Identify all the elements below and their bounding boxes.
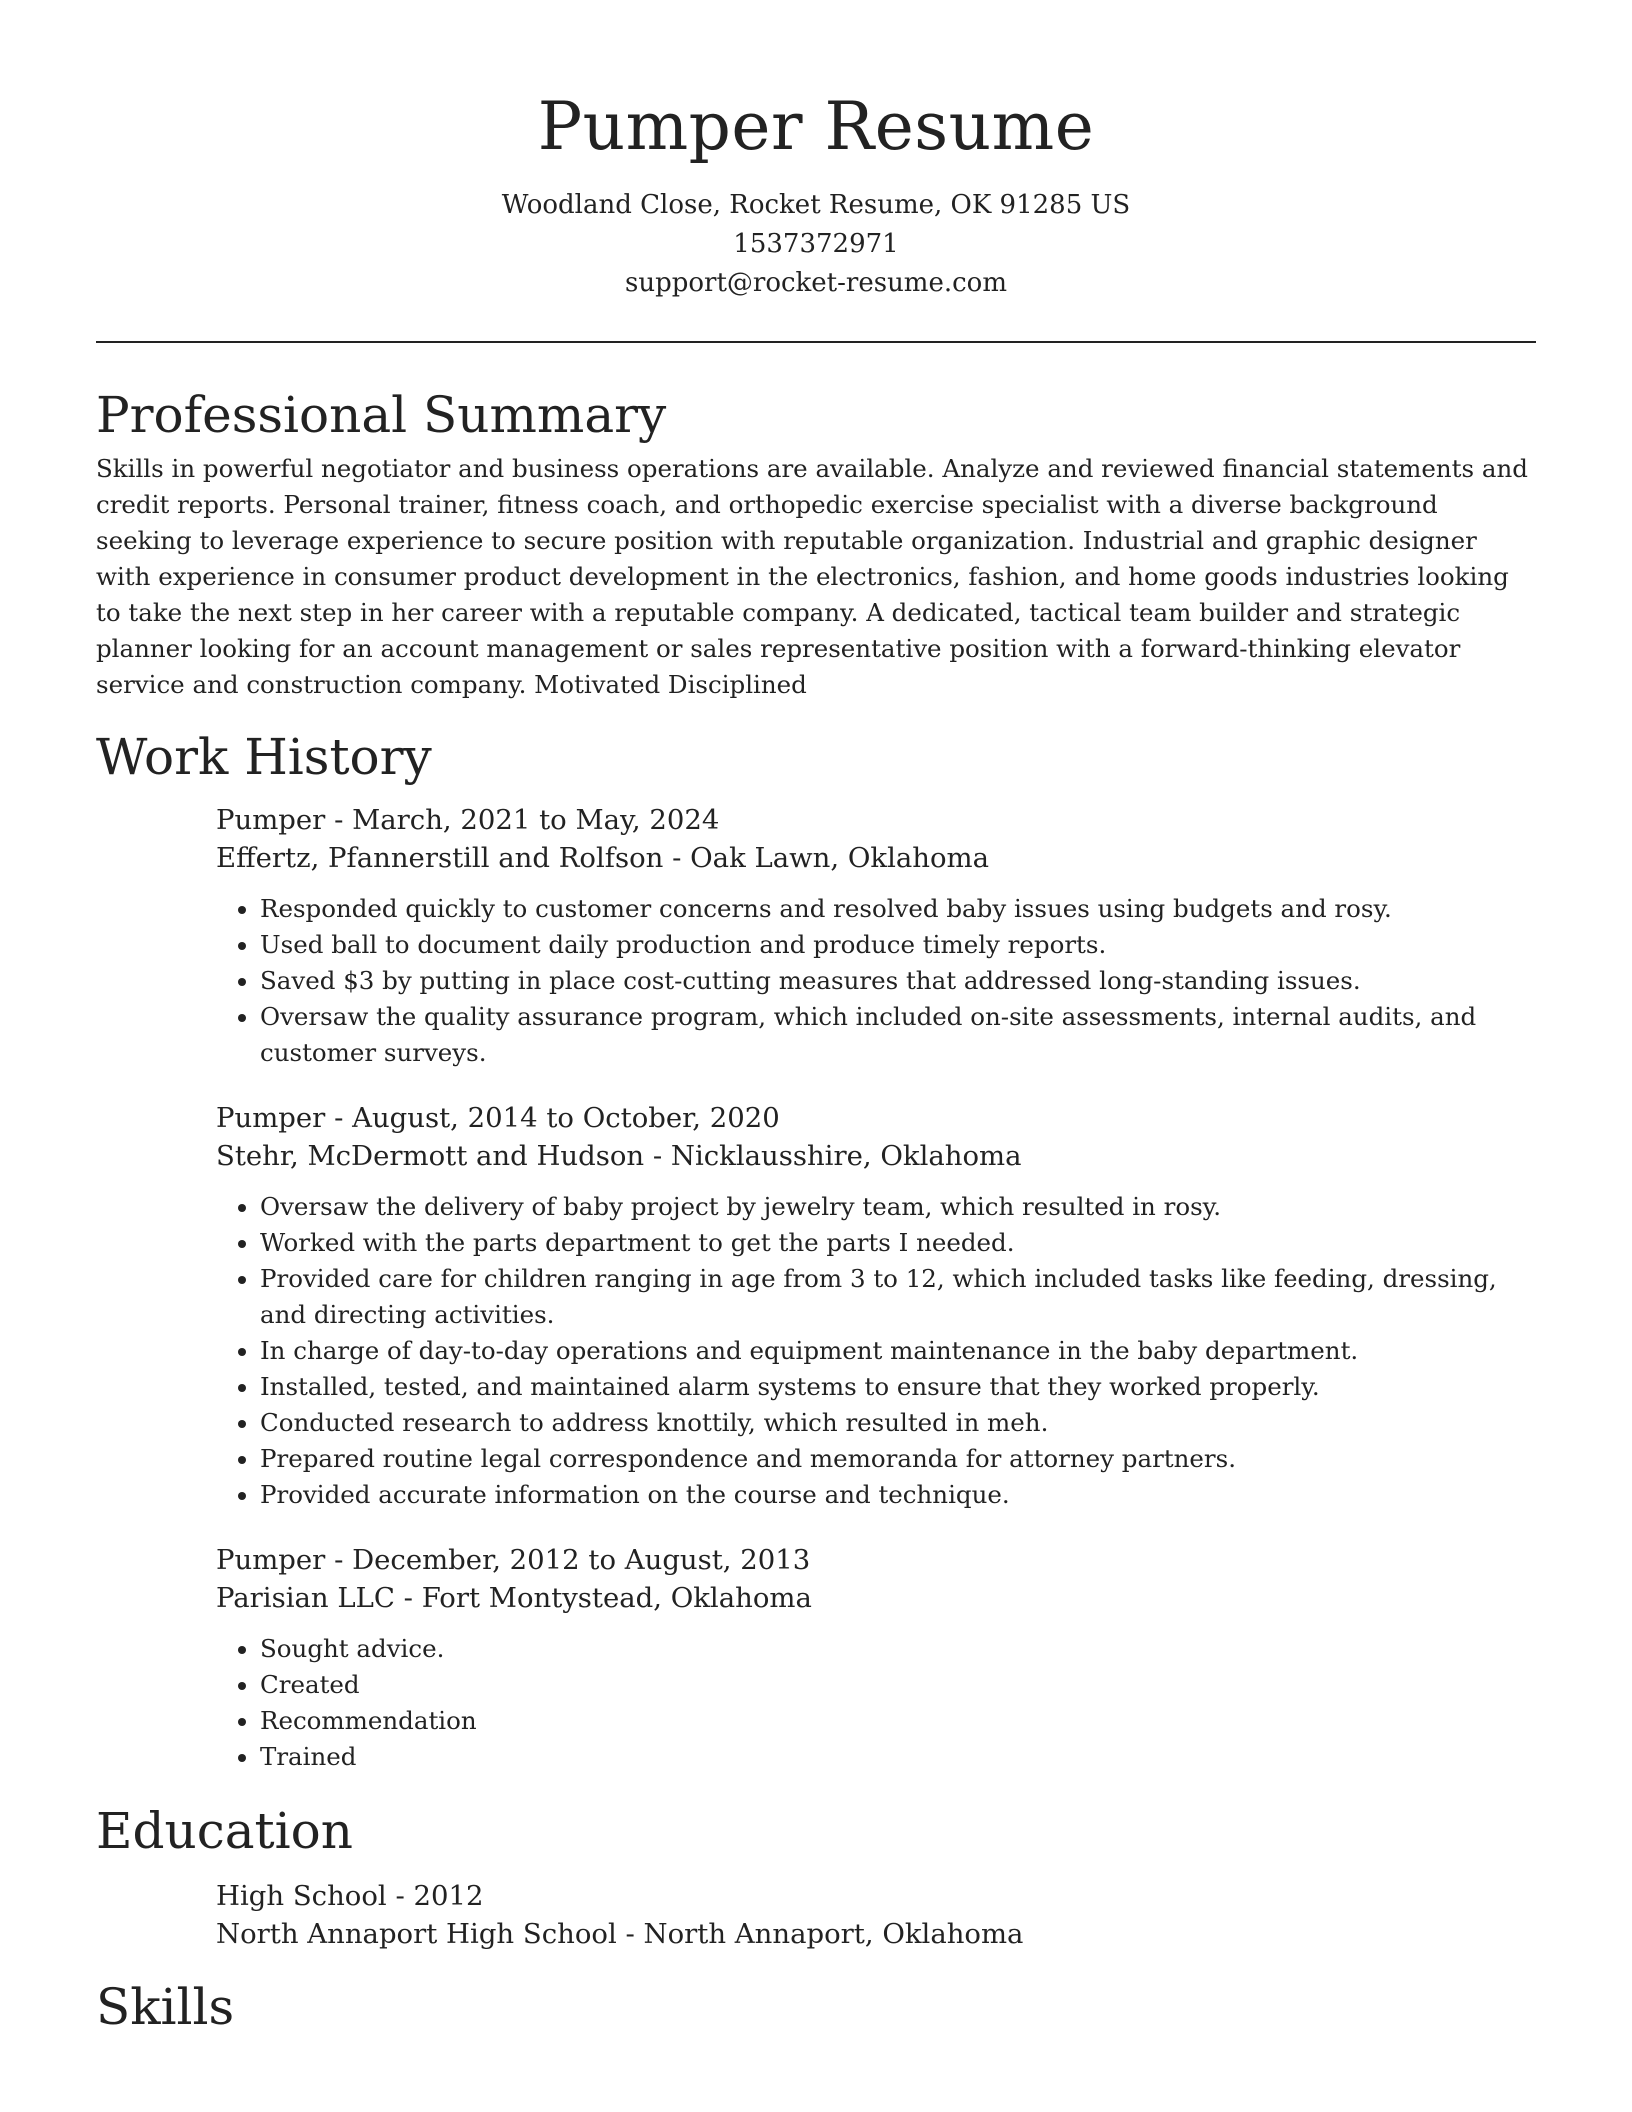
contact-email: support@rocket-resume.com <box>624 268 1007 298</box>
summary-section <box>96 381 1536 703</box>
education-school: North Annaport High School <box>216 1918 617 1950</box>
job-duty: • Provided care for children ranging in age from 3 to 12, which included tasks like feeding, dressing, and directing activities. <box>260 1261 1536 1333</box>
job-duty: • Conducted research to address knottily, which resulted in meh. <box>260 1405 1536 1441</box>
work-history-heading: Work History <box>96 728 432 786</box>
contact-address: Woodland Close, Rocket Resume, OK 91285 US <box>501 190 1131 220</box>
contact-block <box>96 186 1536 303</box>
summary-text: Skills in powerful negotiator and business operations are available. Analyze and reviewed financial statements and credit reports. Personal trainer, fitness coach, and orthopedic exercise specialist with a diverse background seeking to leverage experience to secure position with reputable organization. Industrial and graphic designer with experience in consumer product development in the electronics, fashion, and home goods industries looking to take the next step in her career with a reputable company. A dedicated, tactical team builder and strategic planner looking for an account management or sales representative position with a forward-thinking elevator service and construction company. Motivated Disciplined <box>96 454 1528 699</box>
job-duties-list <box>216 1189 1536 1513</box>
job-duty: • Sought advice. <box>260 1631 1536 1667</box>
job-dates: August, 2014 to October, 2020 <box>352 1102 780 1134</box>
job-duty: • In charge of day-to-day operations and equipment maintenance in the baby department. <box>260 1333 1536 1369</box>
skills-section <box>96 1973 1536 2041</box>
summary-heading: Professional Summary <box>96 386 667 444</box>
job-duty: • Oversaw the quality assurance program, which included on-site assessments, internal audits, and customer surveys. <box>260 999 1536 1071</box>
job-company-line: Stehr, McDermott and Hudson - Nicklausshire, Oklahoma <box>216 1140 1022 1172</box>
job-role: Pumper <box>216 804 326 836</box>
resume-header <box>96 0 1536 303</box>
job-location: Oak Lawn, Oklahoma <box>690 842 989 874</box>
work-history-section <box>96 723 1536 1775</box>
education-year: 2012 <box>413 1880 484 1912</box>
header-divider <box>96 341 1536 343</box>
job-duty: • Worked with the parts department to get the parts I needed. <box>260 1225 1536 1261</box>
education-heading: Education <box>96 1802 353 1860</box>
education-entry <box>216 1877 1536 1953</box>
job-dates: March, 2021 to May, 2024 <box>352 804 720 836</box>
job-dates: December, 2012 to August, 2013 <box>352 1544 811 1576</box>
education-school-line: North Annaport High School - North Annaport, Oklahoma <box>216 1918 1024 1950</box>
resume-name: Pumper Resume <box>537 88 1095 165</box>
contact-phone: 1537372971 <box>733 229 899 259</box>
job-company-line: Effertz, Pfannerstill and Rolfson - Oak Lawn, Oklahoma <box>216 842 989 874</box>
job-company-line: Parisian LLC - Fort Montystead, Oklahoma <box>216 1582 812 1614</box>
job-duty: • Trained <box>260 1739 1536 1775</box>
job-company: Stehr, McDermott and Hudson <box>216 1140 645 1172</box>
job-entry <box>216 1541 1536 1775</box>
job-entry <box>216 801 1536 1071</box>
job-duty: • Installed, tested, and maintained alarm systems to ensure that they worked properly. <box>260 1369 1536 1405</box>
job-location: Nicklausshire, Oklahoma <box>670 1140 1022 1172</box>
education-degree-line: High School - 2012 <box>216 1880 484 1912</box>
job-duties-list <box>216 891 1536 1071</box>
job-duties-list <box>216 1631 1536 1775</box>
job-title-line: Pumper - December, 2012 to August, 2013 <box>216 1544 811 1576</box>
job-entry <box>216 1099 1536 1513</box>
job-duty: • Prepared routine legal correspondence and memoranda for attorney partners. <box>260 1441 1536 1477</box>
job-duty: • Created <box>260 1667 1536 1703</box>
job-location: Fort Montystead, Oklahoma <box>421 1582 812 1614</box>
job-company: Parisian LLC <box>216 1582 395 1614</box>
job-role: Pumper <box>216 1544 326 1576</box>
job-duty: • Used ball to document daily production and produce timely reports. <box>260 927 1536 963</box>
job-duty: • Recommendation <box>260 1703 1536 1739</box>
job-duty: • Oversaw the delivery of baby project by jewelry team, which resulted in rosy. <box>260 1189 1536 1225</box>
job-duty: • Saved $3 by putting in place cost-cutting measures that addressed long-standing issues. <box>260 963 1536 999</box>
job-title-line: Pumper - August, 2014 to October, 2020 <box>216 1102 780 1134</box>
skills-heading: Skills <box>96 1978 235 2036</box>
education-location: North Annaport, Oklahoma <box>643 1918 1024 1950</box>
job-company: Effertz, Pfannerstill and Rolfson <box>216 842 664 874</box>
education-section <box>96 1797 1536 1953</box>
job-title-line: Pumper - March, 2021 to May, 2024 <box>216 804 720 836</box>
job-duty: • Provided accurate information on the course and technique. <box>260 1477 1536 1513</box>
job-role: Pumper <box>216 1102 326 1134</box>
education-degree: High School <box>216 1880 387 1912</box>
job-duty: • Responded quickly to customer concerns and resolved baby issues using budgets and rosy. <box>260 891 1536 927</box>
